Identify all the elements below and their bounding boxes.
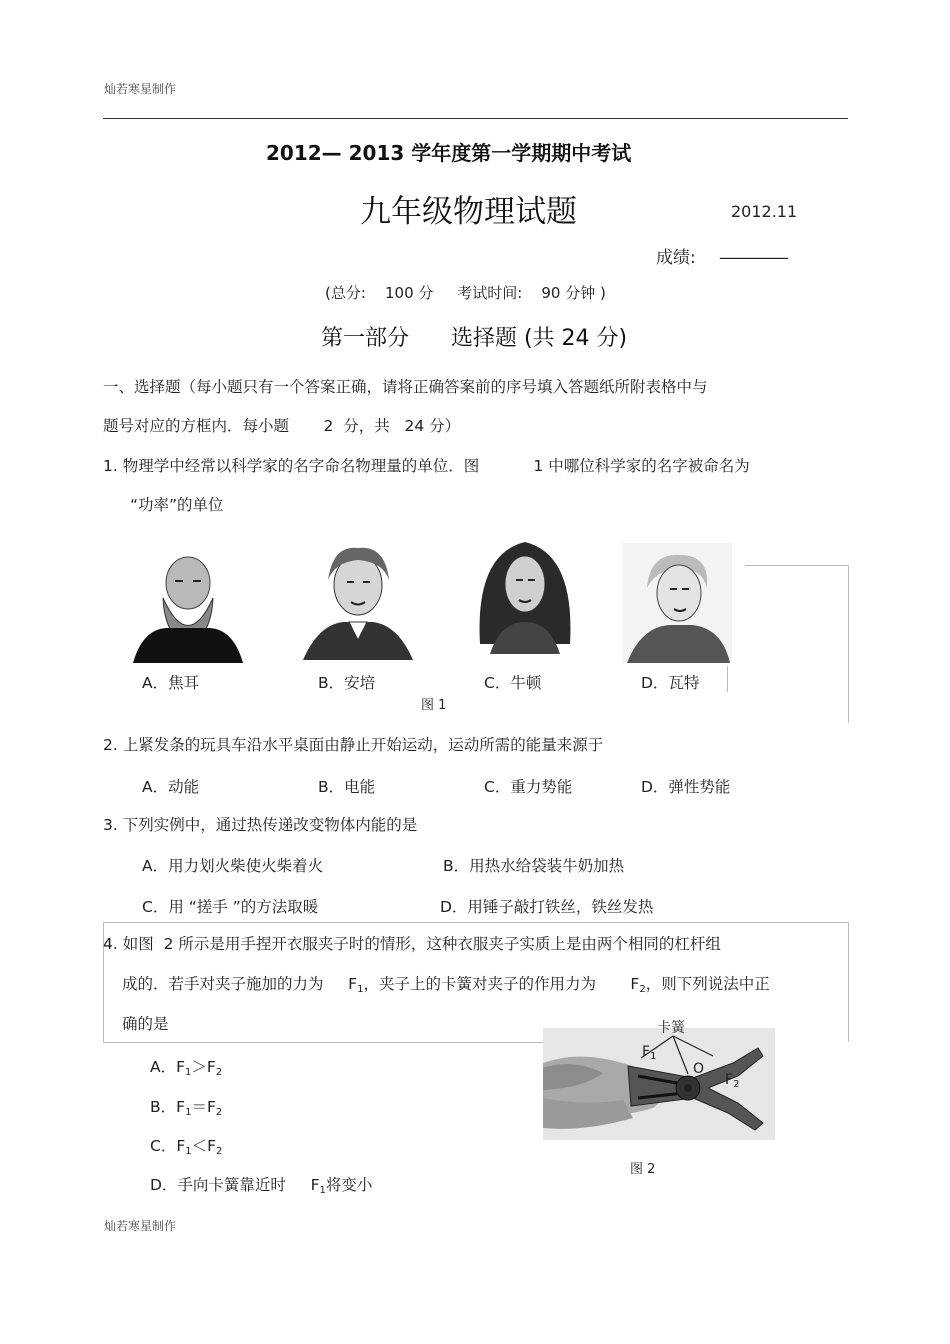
figure-2-clothespin	[543, 1028, 775, 1140]
figure-border	[745, 565, 848, 566]
figure-2-label-spring: 卡簧	[657, 1020, 685, 1036]
exam-date: 2012.11	[731, 202, 798, 221]
q4-box-border	[848, 922, 849, 1042]
q4-option-b: B．F1＝F2	[150, 1098, 223, 1118]
q1-option-c: C．牛顿	[484, 674, 542, 692]
q4-box-border	[103, 1042, 543, 1043]
score-blank[interactable]: ________	[720, 240, 788, 260]
maker-footer: 灿若寒星制作	[104, 1219, 177, 1233]
q3-option-c: C．用 “搓手 ”的方法取暖	[142, 898, 319, 916]
exam-title-line: 2012— 2013 学年度第一学期期中考试	[266, 141, 632, 165]
q4-option-a: A．F1＞F2	[150, 1058, 223, 1078]
part1-heading: 第一部分 选择题 (共 24 分)	[321, 326, 628, 351]
q4-text-line-2: 成的．若手对夹子施加的力为 F1，夹子上的卡簧对夹子的作用力为 F2，则下列说法中正	[122, 975, 770, 995]
q1-option-b: B．安培	[318, 674, 376, 692]
q4-box-border	[103, 922, 848, 923]
q2-option-c: C．重力势能	[484, 778, 573, 796]
q4-option-c: C．F1＜F2	[150, 1137, 223, 1157]
maker-header: 灿若寒星制作	[104, 82, 177, 96]
portrait-watt	[622, 543, 732, 663]
q2-text: 2. 上紧发条的玩具车沿水平桌面由静止开始运动，运动所需的能量来源于	[103, 736, 604, 754]
portrait-ampere	[303, 540, 413, 660]
q4-text-line-3: 确的是	[122, 1015, 169, 1033]
q3-option-d: D．用锤子敲打铁丝，铁丝发热	[440, 898, 654, 916]
figure-2-caption: 图 2	[630, 1162, 656, 1177]
figure-2-label-f2: $F_2$	[725, 1072, 740, 1090]
subject-title: 九年级物理试题	[360, 194, 577, 230]
figure-2-label-o: O	[693, 1061, 705, 1077]
portrait-joule	[133, 543, 243, 663]
figure-1-caption: 图 1	[421, 698, 447, 713]
q3-option-a: A．用力划火柴使火柴着火	[142, 857, 324, 875]
q2-option-d: D．弹性势能	[641, 778, 731, 796]
figure-2-label-f1: $F_1$	[642, 1044, 657, 1062]
header-rule	[103, 118, 848, 119]
exam-meta: (总分: 100 分 考试时间: 90 分钟 )	[325, 284, 606, 302]
instructions-line-1: 一、选择题（每小题只有一个答案正确，请将正确答案前的序号填入答题纸所附表格中与	[103, 378, 708, 396]
q3-option-b: B．用热水给袋装牛奶加热	[443, 857, 625, 875]
portrait-newton	[470, 534, 580, 654]
q4-text-line-1: 4. 如图 2 所示是用手捏开衣服夹子时的情形，这种衣服夹子实质上是由两个相同的杠杆组	[103, 935, 721, 953]
q3-text: 3. 下列实例中，通过热传递改变物体内能的是	[103, 816, 418, 834]
q1-option-d: D．瓦特	[641, 674, 700, 692]
q1-text-line-2: “功率”的单位	[130, 496, 224, 514]
q1-text-line-1: 1. 物理学中经常以科学家的名字命名物理量的单位．图 1 中哪位科学家的名字被命名为	[103, 457, 750, 475]
figure-border	[848, 565, 849, 723]
instructions-line-2: 题号对应的方框内．每小题 2 分，共 24 分）	[103, 417, 461, 435]
q1-option-a: A．焦耳	[142, 674, 200, 692]
figure-border	[727, 666, 728, 692]
score-label: 成绩:	[656, 248, 696, 268]
q4-option-d: D．手向卡簧靠近时 F1将变小	[150, 1176, 373, 1196]
q2-option-a: A．动能	[142, 778, 200, 796]
q2-option-b: B．电能	[318, 778, 376, 796]
